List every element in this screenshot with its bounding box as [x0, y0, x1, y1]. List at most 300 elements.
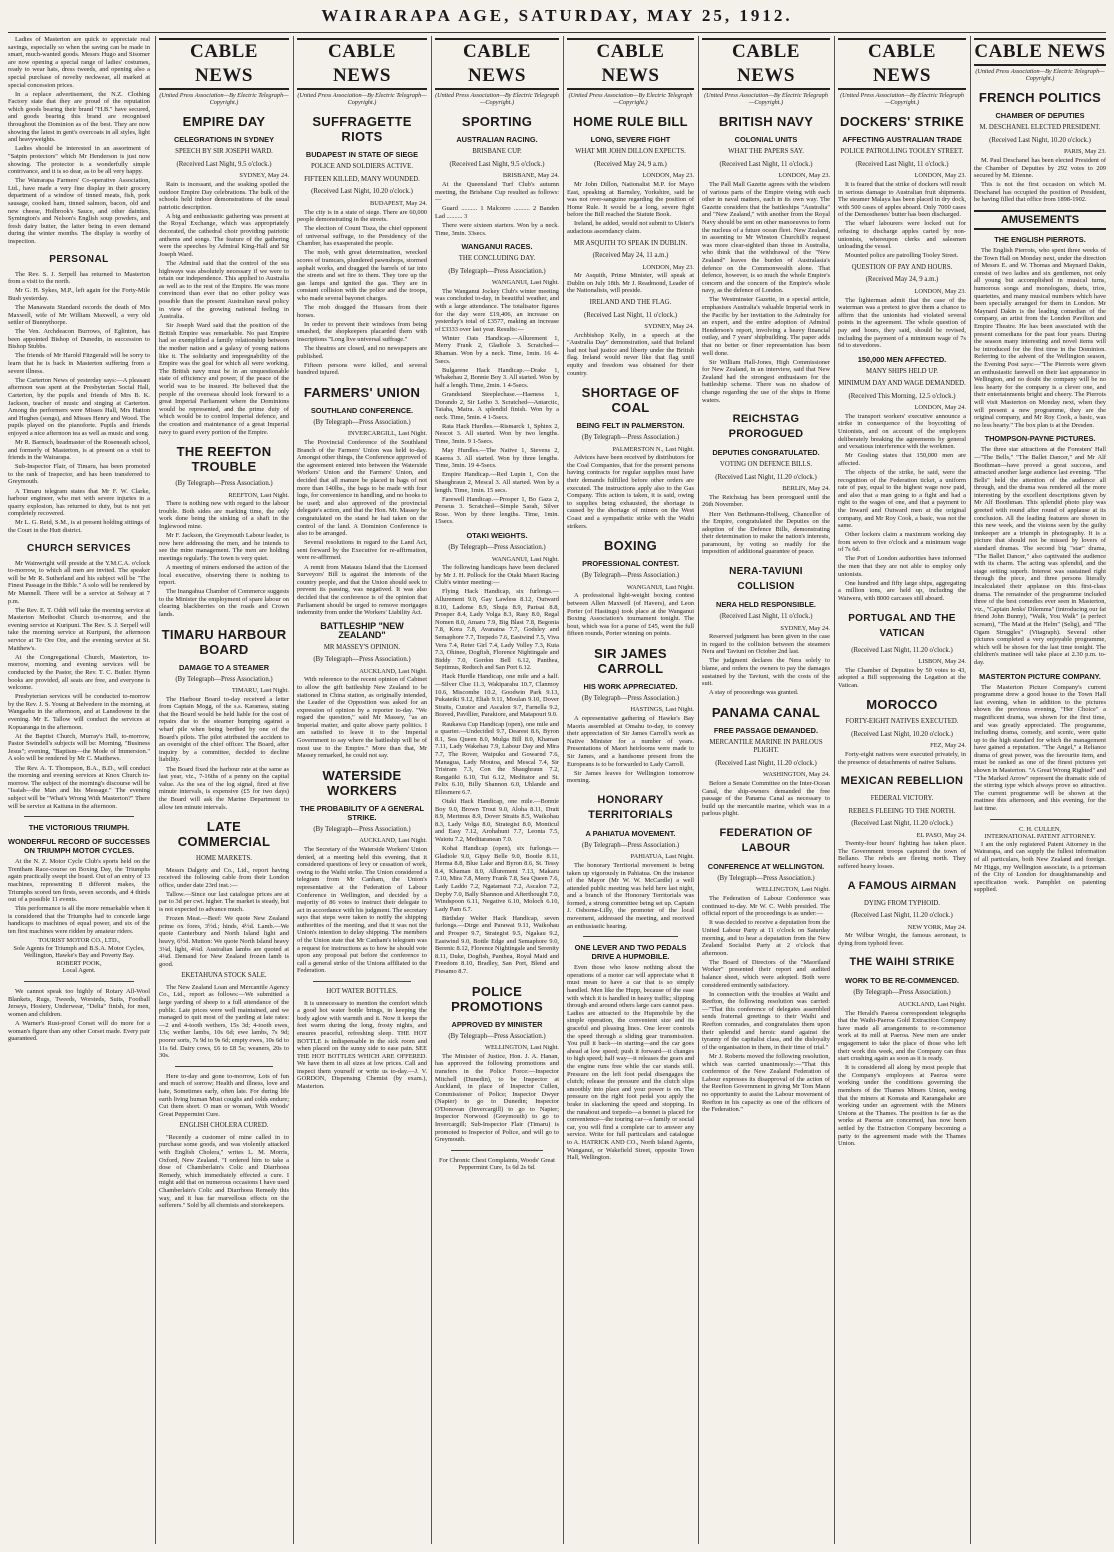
press-association-credit: (United Press Association—By Electric Telegraph—Copyright.) — [435, 92, 559, 107]
received-line: (Received Last Night, 11.20 o'clock.) — [851, 646, 953, 654]
pierrots-heading: THE ENGLISH PIERROTS. — [994, 235, 1086, 245]
asquith-heading: MR ASQUITH TO SPEAK IN DUBLIN. — [573, 239, 688, 247]
personal-heading: PERSONAL — [49, 253, 109, 265]
commercial-headline: LATE COMMERCIAL — [177, 819, 271, 850]
vatican-headline: PORTUGAL AND THE VATICAN — [848, 612, 956, 639]
dateline: LONDON, May 24. — [914, 404, 966, 412]
reichstag-body — [702, 494, 830, 556]
paragraph: Mounted police are patrolling Tooley Street. — [845, 252, 959, 260]
farmers-body — [297, 439, 427, 617]
cable-news-header: CABLE NEWS — [838, 38, 966, 90]
cable-news-header: CABLE NEWS — [567, 38, 694, 90]
mexican-subheading: FEDERAL VICTORY. — [870, 795, 934, 803]
paragraph: The Herald's Paeroa correspondent telegraphs that the Waihi-Paeroa Gold Extraction Company have made all arrangements to re-commence work at its mill at Paeroa. New men are under engagement to take the place of those who left their work this week, and the Company can thus start crushing again as soon as it is ready. — [838, 1009, 966, 1063]
paragraph: Ireland, he added, would not submit to Ulster's audacious ascendancy claim. — [567, 220, 694, 236]
dateline: BUDAPEST, May 24. — [369, 199, 427, 207]
paragraph: The city is in a state of siege. There are 60,000 people demonstrating in the streets. — [297, 208, 427, 224]
navy-body — [702, 181, 830, 404]
paragraph: The election of Count Tisza, the chief opponent of universal suffrage, to the Presidency of the Chamber, has exasperated the people. — [297, 225, 427, 248]
carroll-subheading: HIS WORK APPRECIATED. — [583, 681, 678, 691]
paragraph: The friends of Mr Harold Fitzgerald will be sorry to learn that he is back in Masterton suffering from a severe illness. — [8, 352, 150, 375]
column-home-rule — [567, 36, 694, 1544]
telegraph-credit: (By Telegraph—Press Association.) — [581, 434, 680, 442]
cholera-body — [159, 1134, 289, 1210]
wanganui-body — [435, 288, 559, 526]
paragraph: The Carterton News of yesterday says:—A pleasant afternoon was spent at the Presbyterian Social Hall, Carterton, by the pupils and friends of Mrs B. K. Jackson, teacher of music and singing at Carterton. Among the performers were Misses Hall, Mrs Hatton and Hughes (songs), and Misses Henry and Wood. The pupils played on the pianoforte. Pupils and friends enjoyed a nice afternoon tea as well as music and song. — [8, 376, 150, 437]
navy-headline: BRITISH NAVY — [718, 114, 814, 130]
coal-body — [567, 454, 694, 530]
triumph-items — [8, 858, 150, 935]
paragraph: The judgment declares the Nera solely to blame, and orders the owners to pay the damages sustained by the Taviuni, with the costs of the suit. — [702, 657, 830, 688]
commercial-body — [159, 867, 289, 969]
paragraph: A big and enthusiastic gathering was present at the Royal Exchange, which was appropriately decorated, the cathedral choir providing patriotic anthems and songs. The feature of the gathering were the speeches by Admiral King-Hall and Sir Joseph Ward. — [159, 212, 289, 258]
advert-line: Local Agent. — [62, 967, 96, 975]
received-line: (Received Last Night, 11 o'clock.) — [719, 160, 813, 168]
paragraph: Raukawa Cup Handicap (open), one mile and a quarter.—Undecided 9.7, Dearest 8.6, Byron 8.1, Sea Queen 8.0, Mulga Bill 8.0, Khaman 7.11, Lady Wakehau 7.9, Labour Day and Mira 7.7, The Rover, Waipuku and Gowarnd 7.6, Managua, Lady Moutoa, and Mescal 7.4, Sir Tristram 7.3, Con the Shaughraun 7.2, Rangatiki 6.10, Tui 6.12, Meditator and St. Felix 6.10, Billy Shannon 6.0, Uhlande and Ellesmere 6.7. — [435, 720, 559, 796]
paragraph: The Masterton Picture Company's current programme drew a good house to the Town Hall last evening, when in addition to the pictures shown the previous evening, "Her Choice" a magnificent drama, was shown for the first time, and was greatly appreciated. The programme, including drama, comedy, and scenic, were quite up to the high standard for which the management have gained a reputation. "The Angel," a Reliance drama of great power, was the favourite item, and must be ranked as one of the finest pictures yet shown in Masterton. "A Great Wrong Righted" and "The Marked Arrow" represent the dramatic side of the stirring type which always prove so attractive. The current programme will be shown at the matinee this afternoon, and this evening, for the last time. — [974, 683, 1106, 813]
dateline: LONDON, May 23. — [642, 263, 694, 271]
received-line: (Received Last Night, 11 o'clock.) — [583, 311, 678, 319]
paragraph: Mr Gosling states that 150,000 men are affected. — [838, 452, 966, 467]
timaru-headline: TIMARU HARBOUR BOARD — [161, 626, 287, 657]
paragraph: May Hurdles.—The Native 1, Stevens 2, Kaerea 3. All started. Won by three lengths. Time, 3min. 19 4-5secs. — [435, 447, 559, 470]
paragraph: The Admiral said that the control of the sea highways was absolutely necessary if we were to retain our independence. This applied to Australia as well as to the rest of the Empire. He was more convinced than ever that no other policy was possible than the present Australian naval policy in view of the growing national feeling in Australia. — [159, 259, 289, 321]
paragraph: Mr Wilbur Wright, the famous aeronaut, is dying from typhoid fever. — [838, 932, 966, 947]
flag-body — [567, 332, 694, 378]
paragraph: Kohai Handicap (open), six furlongs.—Gladiole 9.0, Gipsy Belle 9.0, Bootle 8.11, Herma 8.8, Blue Lake and Byron 8.6, St. Tessy 8.4, Khaman 8.0, Allurement 7.13, Makaru 7.10, Mira 7.8, Merry Frank 7.8, Sea Queen 7.6, Lady Laddo 7.2, Ngatamaui 7.2, Ascalon 7.2, Depby 7.0, Bally Shannon and Afterthought 7.0, Windspoon 6.11, Negative 6.10, Moloch 6.10, Lady Pam 6.7. — [435, 845, 559, 913]
dateline: AUCKLAND, Last Night. — [898, 1000, 966, 1008]
paragraph: The Manawatu Standard records the death of Mrs Maxwell, wife of Mr William Maxwell, a very old settler of Bunnythorpe. — [8, 303, 150, 327]
territorials-body — [567, 862, 694, 930]
press-association-credit: (United Press Association—By Electric Telegraph—Copyright.) — [159, 92, 289, 107]
waterside-body — [297, 846, 427, 975]
mexican-subheading-2: REBELS FLEEING TO THE NORTH. — [848, 807, 956, 815]
dateline: HASTINGS, Last Night. — [630, 706, 694, 714]
paragraph: At the Baptist Church, Murray's Hall, to-morrow, Pastor Swindell's subjects will be: Morning, "Business Jesus"; evening, "Baptism—the Mode of Immersion." A solo will be rendered by Mr C. Matthews. — [8, 732, 150, 763]
paragraph: One hundred and fifty large ships, aggregating a million tons, are held up, including the Waiwera, with 8000 carcases still aboard. — [838, 579, 966, 602]
corset-items — [8, 988, 150, 1043]
paragraph: A professional light-weight boxing contest between Allen Maxwell (of Havers), and Leon Porter (of Hastings) took place at the Wanganui Boxing Association's tournament tonight. The bout, which was for a purse of £45, went the full fifteen rounds, Porter winning on points. — [567, 592, 694, 638]
poem-advert — [159, 1073, 289, 1119]
paragraph: It is feared that the strike of dockers will result in serious damage to Australian fruit shipments. The steamer Malaya has been placed in dry dock, with 500 cases of apples aboard. Only 7000 cases of the Demosthenes' butter has been discharged. — [838, 181, 966, 219]
federation-headline: FEDERATION OF LABOUR — [719, 826, 813, 854]
paragraph: Ladies of Masterton are quick to appreciate real savings, especially so when the saving can be made in smart, much-wanted goods. Messrs Hugo and Sisomer are now opening a special range of ladies' costumes, ready to wear hats, dress tweeds, and opening also a special purchase of novelty neckwear, all marked at special concession prices. — [8, 36, 150, 89]
masterton-picture-heading: MASTERTON PICTURE COMPANY. — [979, 671, 1101, 681]
advert-line: TOURIST MOTOR CO., LTD., — [38, 937, 120, 945]
advert-line: ROBERT POOK, — [56, 959, 102, 967]
dateline: BERLIN, May 24. — [782, 485, 830, 493]
received-line: (Received Last Night, 11.20 o'clock.) — [715, 759, 817, 767]
mexican-body — [838, 840, 966, 870]
column-dockers-strike — [838, 36, 966, 1544]
received-line: (Received May 24, 9 a.m.) — [594, 160, 667, 168]
press-association-credit: (United Press Association—By Electric Telegraph—Copyright.) — [704, 92, 828, 107]
paragraph: Rata Hack Hurdles.—Rismarck 1, Sphinx 2, Nescot 3. All started. Won by two lengths. Time, 3min. 9 1-5secs. — [435, 422, 559, 446]
divider — [990, 819, 1090, 820]
paragraph: Mr G. H. Sykes, M.P., left again for the Forty-Mile Bush yesterday. — [8, 287, 150, 302]
paragraph: There is nothing new with regard to the labour trouble. Both sides are marking time, the only work done being the sinking of a shaft in the Inglewood mine. — [159, 500, 289, 530]
empire-subheading-2: SPEECH BY SIR JOSEPH WARD. — [175, 148, 273, 156]
divider — [175, 1066, 273, 1067]
paragraph: Sir William Hall-Jones, High Commissioner for New Zealand, in an interview, said that New Zealand had the strongest enthusiasm for the battleship scheme. There was no shadow of change regarding the use of the ships in Home waters. — [702, 358, 830, 404]
dockers-headline: DOCKERS' STRIKE — [840, 114, 964, 130]
paragraph: At the N. Z. Motor Cycle Club's sports held on the Trentham Race-course on Boxing Day, the Triumphs again practically swept the board. Out of an entry of 13 machines, representing 8 different makes, the Triumphs scored ten firsts, seven seconds, and 4 thirds out of a possible 11 events. — [8, 858, 150, 904]
divider — [24, 816, 134, 817]
column-suffragette — [297, 36, 427, 1544]
hotwater-body — [297, 1000, 427, 1091]
dateline: WELLINGTON, Last Night. — [484, 1044, 559, 1052]
paragraph: This is not the first occasion on which M. Deschanel has occupied the position of President, he having filled that office from 1898-1902. — [974, 181, 1106, 204]
column-rule — [155, 36, 156, 1544]
cable-news-header: CABLE NEWS — [159, 38, 289, 90]
home-rule-headline: HOME RULE BILL — [573, 114, 688, 130]
waihi-headline: THE WAIHI STRIKE — [849, 956, 955, 969]
paragraph: The Board of Directors of the "Maoriland Worker" presented their report and audited balance sheet, which were adopted. Both were considered eminently satisfactory. — [702, 958, 830, 989]
hotwater-heading: HOT WATER BOTTLES. — [326, 988, 398, 996]
triumph-advert — [8, 937, 150, 975]
dockers-body — [838, 181, 966, 260]
hupmobile-body — [567, 964, 694, 1161]
paragraph: Here to-day and gone to-morrow, Lots of fun and much of sorrow; Health and illness, love and hate, Sometimes early, often late. For during life earth living human Must coughs and colds endure; Cut them short. O man or woman, With Woods' Great Peppermint Cure. — [159, 1072, 289, 1118]
paragraph: The Wanganui Jockey Club's winter meeting was concluded to-day, in beautiful weather, and with a large attendance. The totalisator figures for the day were £19,406, an increase on yesterday's total of £3577, making an increase of £3333 over last year. Results:— — [435, 287, 559, 333]
paragraph: Grandstand Steeplechase.—Haeness 1, Dorando 2, Sir Letho 3. Scratched—Antarctic, Taiaha, Maira. A splendid finish. Won by a neck. Time, 5min. 4 1-5secs. — [435, 390, 559, 421]
paragraph: Mr Asquith, Prime Minister, will speak at Dublin on July 18th. Mr J. Readmond, Leader of the Nationalists, will preside. — [567, 272, 694, 295]
received-line: (Received Last Night, 11.20 o'clock.) — [851, 820, 953, 828]
paragraph: A remit from Mataura Island that the Licensed Surveyors' Bill is against the interests of the country people, and that the Union should seek to prevent its passing, was negatived. It was also decided that the conference is of the opinion that Parliament should be urged to remove mortgages indemnity from under the Workers' Liability Act. — [297, 563, 427, 617]
paragraph: The wharf labourers were locked out for refusing to discharge apples carted by non-unionists, whereupon clerks and salesmen unloading the vessel. — [838, 220, 966, 251]
dateline: NEW YORK, May 24. — [907, 923, 966, 931]
farmers-union-headline: FARMERS' UNION — [303, 384, 421, 400]
paragraph: In order to prevent their windows from being smashed, the shopkeepers placarded them with inscriptions "Long live universal suffrage." — [297, 320, 427, 343]
column-rule — [834, 36, 835, 1544]
triumph-heading: THE VICTORIOUS TRIUMPH. — [28, 823, 130, 833]
paragraph: Mr F. Jackson, the Greymouth Labour leader, is now here addressing the men, and he intends to see the mine management. The men are holding meetings regularly. The town is very quiet. — [159, 532, 289, 562]
panama-subheading: FREE PASSAGE DEMANDED. — [713, 725, 819, 735]
home-subheading: LONG, SEVERE FIGHT — [590, 135, 671, 145]
riots-body — [297, 209, 427, 377]
police-body — [435, 1053, 559, 1144]
paragraph: Twenty-four hours' fighting has taken place. The Government troops captured the town of Bellano. The rebels are fleeing north. They suffered heavy losses. — [838, 840, 966, 871]
paragraph: The Rev. A. T. Thompson, B.A., B.D., will conduct the morning and evening services at Knox Church to-morrow. The subject of the morning's discourse will be "Isaiah—the Man and his Message." The evening subject will be "What's Wrong With Masterton?" There will be service at Kaituna in the afternoon. — [8, 764, 150, 810]
french-body — [974, 157, 1106, 204]
received-line: (Received Last Night, 11 o'clock.) — [719, 613, 813, 621]
dateline: SYDNEY, May 24. — [644, 323, 694, 331]
paragraph: Hack Hurdle Handicap, one mile and a half.—Silver Clue 11.3, Wakiparahu 10.7, Clanmoy 10.6, Miscombe 10.2, Goodwin Park 9.13, Pukateiki 9.12, Eliah 9.11, Moulan 9.10, Dover Straits, Curator and Ascalon 9.7, Farnella 9.2, Braved, Pavillier, Parakiore, and Matapouri 9.0. — [435, 673, 559, 719]
riots-subheading-3: FIFTEEN KILLED, MANY WOUNDED. — [304, 175, 420, 183]
dateline: PAHIATUA, Last Night. — [630, 853, 694, 861]
police-headline: POLICE PROMOTIONS — [451, 983, 543, 1014]
paragraph: Sir James leaves for Wellington tomorrow morning. — [567, 769, 694, 785]
empire-subheading: CELEGRATIONS IN SYDNEY — [173, 135, 275, 145]
paragraph: At the Queensland Turf Club's autumn meeting, the Brisbane Cup resulted as follows:— — [435, 181, 559, 204]
dateline: AUCKLAND, Last Night. — [359, 837, 427, 845]
paragraph: Even those who know nothing about the operations of a motor car will appreciate what it must mean to have a car that is so simply handled. Men like the Hupp, because of the ease with which it is handled in heavy traffic; slipping through and around others large cars cannot pass. Ladies are attracted to the Hupmobile by the simple operation, the convenient size and its graceful and pleasing lines. One lever controls the speed through a sliding gear transmission. You pull it back—in starting—and the car goes ahead at low speed; push it forward—it changes to high speed; half way—it releases the gears and the engine runs free while the car stands still. Pressure on the left foot pedal disengages the clutch; release the pressure and the clutch slips smoothly into place and your power is on. The pressure on the right foot pedal you apply the brake in slackening the speed and stopping. In the runabout and torpedo—a bonnet is placed for convenience—the touring car—a family or social car, you will find a complete car to answer any service. Write for full particulars and catalogue to A. HATRICK AND CO., North Island Agents, Wanganui, or Wakefield Street, opposite Town Hall, Wellington. — [567, 964, 694, 1162]
paragraph: Before a Senate Committee on the Inter-Ocean Canal, the ship-owners demanded the free passage of the Panama Canal as necessary to build up the mercantile marine, which was in a parlous plight. — [702, 780, 830, 818]
reichstag-subheading: DEPUTIES CONGRATULATED. — [712, 448, 820, 458]
telegraph-credit: (By Telegraph—Press Association.) — [175, 675, 273, 683]
battleship-body — [297, 676, 427, 760]
morocco-body — [838, 751, 966, 766]
paragraph: "Recently a customer of mine called in to purchase some goods, and was violently attacked with English Cholera," writes L. M. Morris, Oxford, New Zealand. "I ordered him to take a dose of Chamberlain's Colic and Diarrhoea Remedy, which immediately effected a cure. I might add that on numerous occasions I have used Chamberlain's Colic and Diarrhoea Remedy this way, and it has far marvellous effects on the sufferers." Sold by all chemists and storekeepers. — [159, 1133, 289, 1210]
pierrots-body — [974, 247, 1106, 429]
reefton-body — [159, 500, 289, 618]
paragraph: A Warner's Rust-proof Corset will do more for a woman's figure than any other Corset made. Every pair guaranteed. — [8, 1019, 150, 1043]
received-line: (Received Last Night, 9.5 o'clock.) — [449, 160, 545, 168]
telegraph-credit: (By Telegraph—Press Association.) — [448, 267, 546, 275]
paragraph: The honorary Territorial movement is being taken up vigorously in Pahiatua. On the instance of the Mayor (Mr W. W. McCardle) a well attended public meeting was held here last night, and a branch of the Honorary Territorials was formed, a strong committee being set up. Captain J. Osborne-Lilly, the promoter of the local movement, addressed the meeting, and received an enthusiastic hearing. — [567, 861, 694, 930]
paragraph: It was decided to receive a deputation from the United Labour Party at 11 o'clock on Saturday morning, and to hear a deputation from the New Zealand Socialist Party at 2 o'clock that afternoon. — [702, 919, 830, 957]
home-body — [567, 181, 694, 236]
paragraph: We cannot speak too highly of Rotary All-Wool Blankets, Rugs, Tweeds, Worsteds, Suits, Football Jerseys, Hosiery, Underwear, "Delta" finish, for men, women and children. — [8, 988, 150, 1018]
ships-held-heading: MANY SHIPS HELD UP. — [866, 367, 938, 375]
paragraph: The Westminster Gazette, in a special article, emphasises Australia's valuable Imperial work in the Pacific by her invitation to the Admiralty for an expert, and the entire adoption of Admiral Henderson's report, involving a heavy financial outlay, and 7 years' shipbuilding. The paper adds that no better or finer representation has been well done. — [702, 296, 830, 357]
telegraph-credit: (By Telegraph—Press Association.) — [581, 841, 680, 849]
paragraph: With reference to the recent opinion of Cabinet to allow the gift battleship New Zealand to be stationed in China station, as originally intended, the Leader of the Opposition was asked for an expression of opinion by a reporter to-day. "We regard the question," said Mr Massey, "as an Imperial matter, and quite above party politics. I am satisfied to leave it to the Imperial Government to say where the battleship will be of most use to the Empire." More than that, Mr Massey remarked, he could not say. — [297, 676, 427, 760]
dateline: WANGANUI, Last Night. — [491, 555, 559, 563]
sporting-headline: SPORTING — [461, 114, 533, 130]
paragraph: The Harbour Board to-day received a letter from Captain Mogg, of the s.s. Karamea, stating that the Board would be held liable for the cost of repairs due to the steamer bumping against a wharf pile when being berthed by one of the Board's pilots. The pilot attributed the accident to an oversight of the chief officer. The Board, after inquiry by a committee, decided to decline liability. — [159, 695, 289, 764]
flag-heading: IRELAND AND THE FLAG. — [589, 299, 672, 307]
empire-day-headline: EMPIRE DAY — [182, 114, 266, 130]
paragraph: The Minister of Justice, Hon. J. A. Hanan, has approved the following promotions and transfers in the Police Force:—Inspector Mitchell (Dunedin), to be Inspector at Auckland, in place of Inspector Cullen, Commissioner of Police; Inspector Dwyer (Napier) to go to Dunedin; Inspector O'Donovan (Invercargill) to go to Napier; Inspector Norwood (Greymouth) to go to Invercargill; Sub-Inspector Flair (Timaru) is promoted to Inspector of Police, and will go to Greymouth. — [435, 1052, 559, 1144]
paragraph: At the Congregational Church, Masterton, to-morrow, morning and evening services will be conducted by the Pastor, the Rev. T. C. Butler. Hymn books are provided, all seats are free, and everyone is welcome. — [8, 653, 150, 692]
chronic-advert: For Chronic Chest Complaints, Woods' Great Peppermint Cure, 1s 6d 2s 6d. — [439, 1156, 555, 1172]
paragraph: Sir Joseph Ward said that the position of the British Empire was remarkable. No past Empire had so exemplified a family relationship between the mother nation and a galaxy of young nations like it. The solidarity and impregnability of the Empire was the goal for which all were working. The British navy must be in an unquestionable state of efficiency and power, if the peace of the world was to be insured. He believed that the people of the overseas should look forward to a great Imperial Parliament where the Dominions would be represented, and the prime duty of which would be to control Imperial defence, and the creation and maintenance of a great Imperial navy to guard every portion of the Empire. — [159, 322, 289, 436]
church-heading: CHURCH SERVICES — [27, 542, 131, 554]
dateline: PALMERSTON N., Last Night. — [612, 445, 694, 453]
dateline: WANGANUI, Last Night. — [491, 279, 559, 287]
men-affected-body — [838, 413, 966, 603]
panama-headline: PANAMA CANAL — [711, 704, 821, 720]
dateline: LONDON, May 23. — [778, 172, 830, 180]
french-subheading-2: M. DESCHANEL ELECTED PRESIDENT. — [979, 124, 1101, 132]
dateline: LISBON, May 24. — [918, 658, 966, 666]
paragraph: The New Zealand Loan and Mercantile Agency Co., Ltd., report as follows:—We submitted a large yarding of sheep to a full attendance of the public. Late prices were well maintained, and we managed to quit most of the yarding at late rates:—2 and 4-tooth wethers, 15s 3d; 4-tooth ewes, 13s; wether lambs, 10s 6d; ewe lambs, 7s 9d; poorer sorts, 7s 9d to 9s 6d; empty ewes, 10s 6d to 11s 6d. Dairy cows, £6 to £8 5s; weaners, 20s to 30s. — [159, 983, 289, 1060]
paragraph: Rain is incessant, and the soaking spoiled the outdoor Empire Day celebrations. The bulk of the schools held indoor demonstrations of the usual patriotic description. — [159, 181, 289, 211]
masthead-rule — [8, 32, 1106, 33]
received-line: (Received Last Night, 10.20 o'clock.) — [311, 188, 413, 196]
vatican-body — [838, 667, 966, 690]
riots-subheading-2: POLICE AND SOLDIERS ACTIVE. — [311, 163, 413, 171]
paragraph: Frozen Meat.—Beef: We quote New Zealand prime ox fores, 3½d.; hinds, 4½d. Lamb.—We quote Canterbury and North Island light and heavy, 6½d. Mutton: We quote North Island heavy 3¼d, light, 4¼d. Australian lambs are quoted at 4¼d. Demand for New Zealand frozen lamb is good. — [159, 915, 289, 968]
paragraph: This performance is all the more remarkable when it is considered that the Triumphs had to concede large handicaps to machines of equal power, and six of the ten first machines were ridden by amateur riders. — [8, 905, 150, 935]
sport-subheading: AUSTRALIAN RACING. — [456, 135, 538, 145]
paragraph: There were sixteen starters. Won by a neck. Time, 3min. 33secs. — [435, 221, 559, 237]
divider — [451, 1150, 543, 1151]
advert-line: Sole Agents for Triumph and B.S.A. Motor Cycles, Wellington, Hawke's Bay and Poverty Bay. — [13, 944, 145, 960]
paragraph: Messrs Dalgety and Co., Ltd., report having received the following cable from their London office, under date 23rd inst.:— — [159, 866, 289, 889]
paragraph: The mob dragged the Hussars from their horses. — [297, 304, 427, 319]
otaki-body — [435, 564, 559, 975]
paragraph: The three star attractions at the Foresters' Hall—"The Bells," "The Ballet Dancer," and Mr Alf Boothman—have proved a great success, and attracted another large audience last evening. "The Bells" held the attention of the audience all through, and the drama was rendered all the more interesting by the excellent descriptions given by Mr Alf Boothman. This splendid photo play was greeted with round after round of applause at its conclusion. All the leading features are shown in this new week, and the visions seen by the guilty innkeeper are a triumph in photography. It is a picture that should not be missed by lovers of standard dramas. The second big "star" drama, "The Ballet Dancer," also captivated the audience with its charm. The acting was splendid, and the stage setting superb. Interest was sustained right through the piece, and three persons literally incalculated their applause on this first-class drama. The remainder of the programme included three of the best comedies ever seen in Masterton, viz., "Captain Jenks' Dilemma" (introducing our fat friend John Bunny), "Walk, You Walk" (a perfect scream), "The Maid at the Helm" (Selig), and "The Ogam Struggles" (Vitagraph). Several other pictures completed a very enjoyable programme, which will be shown for the last time tonight. The children's matinee will take place at 2.30 p.m. to-day. — [974, 446, 1106, 666]
paragraph: The Reichstag has been prorogued until the 26th November. — [702, 493, 830, 509]
battleship-subheading: MR MASSEY'S OPINION. — [323, 643, 401, 651]
paragraph: The English Pierrots, who spent three weeks of the Town Hall on Monday next, under the direction of Messrs E. and W. Thomas and Maynard Dakin, consist of two ladies and six gentlemen, not only all young but accomplished in musical turns, humorous songs and monologues, duets, trios, quartettes, and many musical numbers which have been specially arranged for them in London. Mr Maynard Dakin is the leading comedian of the company, an artist from the London Pavilion and Empire Theatre. He has been associated with the present comedians for the past four years. During the season many interesting and novel items will be introduced for the first time in the Dominion. Referring to the advent of the Wellington season, the Evening Post says:—"The Pierrots were given an enthusiastic farewell on their last appearance in Wellington, and no doubt the company will be no less hearty for the company is a clever one, and their entertainments bright and cheery. The Pierrots will visit Masterton on Monday next, when they will present a new programme, they are the original company, and Mr Roy Cook, a basic, was no less hearty." The box plan is at the Dresden. — [974, 247, 1106, 429]
battleship-headline: BATTLESHIP "NEW ZEALAND" — [320, 620, 404, 640]
column-rule — [293, 36, 294, 1544]
local-intro — [8, 36, 150, 246]
amusements-header: AMUSEMENTS — [974, 210, 1106, 230]
column-sporting — [435, 36, 559, 1544]
paragraph: The Rev. S. J. Serpell has returned to Masterton from a visit to the north. — [8, 270, 150, 286]
column-rule — [431, 36, 432, 1544]
column-british-navy — [702, 36, 830, 1544]
pay-heading: QUESTION OF PAY AND HOURS. — [851, 263, 953, 271]
thompson-payne-body — [974, 446, 1106, 666]
dateline: INVERCARGILL, Last Night. — [347, 430, 427, 438]
received-line: (Received Last Night, 10.20 o'clock.) — [851, 730, 953, 738]
dateline: PARIS, May 23. — [1063, 148, 1106, 156]
paragraph: A stay of proceedings was granted. — [709, 689, 799, 697]
navy-subheading: COLONIAL UNITS — [734, 135, 798, 145]
reichstag-headline: REICHSTAG PROROGUED — [728, 413, 804, 441]
paragraph: Archbishop Kelly, in a speech at the "Australia Day" demonstration, said that Ireland had not had justice and liberty under the British flag. Ireland would never like that flag until equity and freedom was obtained for their country. — [567, 331, 694, 377]
paragraph: In a replace advertisement, the N.Z. Clothing Factory state that they are proud of the reputation which goods bearing their brand "H.B." have secured, and goods bearing this brand are recognised throughout the Dominion as of the best. They are now showing the latest in gent's overcoats in all styles, light and heavyweights. — [8, 90, 150, 144]
telegraph-credit: (By Telegraph—Press Association.) — [448, 1032, 546, 1040]
dateline: LONDON, May 23. — [642, 172, 694, 180]
mexican-headline: MEXICAN REBELLION — [840, 775, 964, 788]
dateline: BRISBANE, May 24. — [502, 172, 559, 180]
telegraph-credit: (By Telegraph—Press Association.) — [313, 656, 411, 664]
paragraph: I am the only registered Patent Attorney in the Wairarapa, and can supply the fullest information of all particulars, both New Zealand and foreign. Mr Higgs, my Wellington associate, is a prizeman of the City of London for draughtsmanship and specification work. Pamphlet on patenting supplied. — [974, 840, 1106, 894]
paragraph: Several resolutions in regard to the Land Act, sent forward by the Executive for re-affirmation, were re-affirmed. — [297, 539, 427, 562]
dateline: EL PASO, May 24. — [916, 831, 966, 839]
telegraph-credit: (By Telegraph—Press Association.) — [313, 418, 411, 426]
commercial-subheading: HOME MARKETS. — [196, 855, 252, 863]
masthead: WAIRARAPA AGE, SATURDAY, MAY 25, 1912. — [321, 6, 793, 25]
cullen-body — [974, 841, 1106, 894]
dateline: TIMARU, Last Night. — [231, 687, 289, 695]
airman-body — [838, 932, 966, 947]
boxing-body — [567, 592, 694, 638]
timaru-body — [159, 696, 289, 811]
paragraph: Otaki Hack Handicap, one mile.—Bonnie Boy 9.0, Brown Trout 9.0, Aloha 8.11, Dratt 8.9, Merimus 8.9, Dover Straits 8.5, Waikohau 8.3, Lady Volga 8.0, Strategist 8.0, Monticul and Easy 7.12, Arohahuni 7.7, Leonta 7.5, Waiotu 7.2, Meditaranean 7.0. — [435, 797, 559, 843]
personal-items — [8, 271, 150, 535]
received-line: (Received Last Night, 11.20 o'clock.) — [715, 473, 817, 481]
morocco-subheading: FORTY-EIGHT NATIVES EXECUTED. — [845, 718, 959, 726]
paragraph: The lighterman admit that the case of the waterman was a pretext to give them a chance to affirm that the unionists had violated several points in the agreement. The whole question of pay and hours, they said, should be revised, including the payment of a minimum wage of 7s 6d to stevedores. — [838, 296, 966, 350]
press-association-credit: (United Press Association—By Electric Telegraph—Copyright.) — [297, 92, 427, 107]
paragraph: Ladies should be interested in an assortment of "Satpin protectors" which Mr Henderson is just now showing. The protector is a wonderfully simple contrivance, and it is so dear, as to be all very happy. — [8, 145, 150, 176]
column-rule — [970, 36, 971, 1544]
collision-body — [702, 633, 830, 697]
reefton-headline: THE REEFTON TROUBLE — [176, 444, 272, 475]
dateline: SYDNEY, May 24. — [780, 624, 830, 632]
received-line: (Received May 24, 11 a.m.) — [592, 252, 669, 260]
dateline: AUCKLAND, Last Night. — [359, 667, 427, 675]
collision-headline: NERA-TAVIUNI COLLISION — [729, 566, 803, 593]
divider — [313, 981, 411, 982]
cable-news-header: CABLE NEWS — [974, 38, 1106, 66]
navy-subheading-2: WHAT THE PAPERS SAY. — [728, 148, 804, 156]
paragraph: The Ven. Archdeacon Burrows, of Eglinton, has been appointed Bishop of Dunedin, in succession to Bishop Stubbs. — [8, 328, 150, 351]
sport-body — [435, 181, 559, 237]
paragraph: Other lockers claim a maximum working day from seven to five o'clock and a minimum wage of 7s 6d. — [838, 531, 966, 554]
paragraph: Tallow.—Since our last catalogue prices are at par to 3d per cwt. higher. The market is steady, but is not expected to advance much. — [159, 890, 289, 914]
press-association-credit: (United Press Association—By Electric Telegraph—Copyright.) — [975, 68, 1105, 83]
paragraph: Mr J. Roberts moved the following resolution, which was carried unanimously:—"That this conference of the New Zealand Federation of Labour expresses its disapproval of the action of the Reefton Government in giving Mr Tom Mann no opportunity to assist the Labour movement of Reefton in his capacity as one of the officers of the Federation." — [702, 1052, 830, 1114]
telegraph-credit: (By Telegraph—Press Association.) — [448, 544, 546, 552]
timaru-subheading: DAMAGE TO A STEAMER — [178, 662, 270, 672]
waihi-subheading: WORK TO BE RE-COMMENCED. — [844, 976, 959, 986]
dateline: WASHINGTON, May 24. — [763, 771, 830, 779]
suffragette-headline: SUFFRAGETTE RIOTS — [312, 114, 412, 145]
minimum-wage-heading: MINIMUM DAY AND WAGE DEMANDED. — [838, 380, 966, 388]
territorials-headline: HONORARY TERRITORIALS — [588, 793, 673, 821]
dateline: LONDON, May 23. — [914, 172, 966, 180]
divider — [24, 981, 134, 982]
coal-subheading: BEING FELT IN PALMERSTON. — [576, 421, 685, 431]
column-rule — [563, 36, 564, 1544]
paragraph: Winter Oats Handicap.—Allurement 1, Merry Frank 2, Gladiole 3. Scratched—Rhaman. Won by a neck. Time, 1min. 16 4-5secs. — [435, 334, 559, 365]
paragraph: The Inangahua Chamber of Commerce suggests to the Minister the employment of spare labour on clearing blackberries on the roads and Crown lands. — [159, 588, 289, 618]
paragraph: A representative gathering of Hawke's Bay Maoris assembled at Omahu to-day, to convey their appreciation of Sir James Carroll's work as Native Minister for a number of years. Presentations of Maori heirlooms were made to Sir James, and a handsome present from the Europeans is to be forwarded to Lady Carroll. — [567, 714, 694, 768]
paragraph: The transport workers' executive announce a strike in consequence of the boycotting of Unionists, and on account of the employers deliberately breaking the agreements by general and vexatious interference with the workmen. — [838, 412, 966, 451]
paragraph: A Timaru telegram states that Mr F. W. Clarke, harbour engineer, who met with severe injuries in a quarry explosion, has returned to duty, but is not yet completely recovered. — [8, 487, 150, 518]
paragraph: The following handicaps have been declared by Mr J. H. Pollock for the Otaki Maori Racing Club's winter meeting:— — [435, 564, 559, 587]
masterton-picture-body — [974, 684, 1106, 813]
paragraph: The Chamber of Deputies by 50 votes to 43, adopted a Bill suppressing the Legation at the Vatican. — [838, 666, 966, 689]
paragraph: A meeting of miners endorsed the action of the local executive, observing there is nothing to report. — [159, 563, 289, 587]
asquith-body — [567, 272, 694, 295]
church-items — [8, 560, 150, 811]
paragraph: Farewell Handicap.—Prosper 1, Bo Gaza 2, Perseus 3. Scratched—Simple Sarah, Silver Rose. Won by three lengths. Time, 1min. 15secs. — [435, 495, 559, 526]
paragraph: Advices have been received by distributors for the Coal Companies, that for the present persons having contracts for regular supplies must have their demands fulfilled before other orders are executed. The instructions apply also to the Gas Company. This action is taken, it is said, owing to supplies being exhausted, the shortage is caused by the shortage of miners on the West Coast and a sympathetic strike with the Waihi strikers. — [567, 454, 694, 530]
farmers-subheading: SOUTHLAND CONFERENCE. — [310, 405, 414, 415]
telegraph-credit: (By Telegraph—Press Association.) — [853, 989, 951, 997]
wanganui-subheading: THE CONCLUDING DAY. — [458, 255, 536, 263]
paragraph: Sub-Inspector Flair, of Timaru, has been promoted to the rank of Inspector, and has been transferred to Greymouth. — [8, 463, 150, 486]
riots-subheading: BUDAPEST IN STATE OF SIEGE — [305, 150, 419, 160]
collision-subheading: NERA HELD RESPONSIBLE. — [716, 600, 816, 610]
coal-headline: SHORTAGE OF COAL — [581, 385, 680, 416]
received-line: (Received This Morning, 12.5 o'clock.) — [848, 392, 956, 400]
received-line: (Received Last Night, 11 o'clock.) — [855, 160, 949, 168]
waihi-body — [838, 1010, 966, 1148]
french-politics-headline: FRENCH POLITICS — [978, 90, 1102, 106]
dockers-subheading-2: POLICE PATROLLING TOOLEY STREET. — [840, 148, 964, 156]
paragraph: The objects of the strike, he said, were the recognition of the Federation ticket, a uniform rate of pay, equal to the highest wage now paid, and also that a man going to a fight and had a right to the wages of one, and that a payment to the Inward and Outward men at the original company, and Mr Roy Cook, a basic, was not the same. — [838, 468, 966, 530]
paragraph: Mr Wainwright will preside at the Y.M.C.A. o'clock to-morrow, to which all men are invited. The speaker will be Mr R. Sutherland and his subject will be "The Finest Passage in the Bible." A solo will be rendered by Mr Mannell. There will be a service at Solway at 7 p.m. — [8, 559, 150, 605]
paragraph: The Wairarapa Farmers' Co-operative Association, Ltd., have made a very fine display in their grocery department of a window of tinned meats, fish, pork sausage, cooked ham, tinned salmon, bacon, old and new cheese, Holbrook's Sauce, and other dainties, Symington's and Nelson's English soup powders, and fresh dairy butter, the latter being in even demand during the winter months. The display is worthy of inspection. — [8, 177, 150, 245]
panama-subheading-2: MERCANTILE MARINE IN PARLOUS PLIGHT. — [709, 738, 823, 755]
paragraph: Mr L. G. Reid, S.M., is at present holding sittings of the Court in the Hutt district. — [8, 519, 150, 535]
paragraph: Flying Hack Handicap, six furlongs.—Allurement 9.0, Gay Lawless 8.12, Outward 8.10, Ladome 8.9, Shuja 8.9, Parisai 8.8, Prosper 8.4, Lady Volga 8.3, Rasy 8.0, Regal Nomen 8.0, Amaru 7.9, Big Blast 7.8, Begonia 7.8, Kora 7.8, Avanaina 7.7, Godsley and Semaphore 7.7, Torpedo 7.6, Eastwind 7.5, Viva Vera 7.4, Reter Girl 7.4, Lady Volley 7.3, Kuta 7.3, Ohinee, Dogfish, Florence Nightingale and Biddy 7.0, Gordon Bell 6.12, Panthea, Septimus, Redtech and San Port 6.12. — [435, 588, 559, 672]
sport-subheading-2: BRISBANE CUP. — [472, 148, 522, 156]
telegraph-credit: (By Telegraph—Press Association.) — [717, 874, 815, 882]
airman-headline: A FAMOUS AIRMAN — [847, 879, 957, 892]
column-local-news — [8, 36, 150, 1544]
paragraph: It is considered all along by most people that the Company's employees at Paeroa were working under the conditions governing the members of the Thames Miners Union, seeing that the miners at Komata and Karangahake are working under an agreement with the Miners Unions at the Thames. The position is far as the works at Paeroa are concerned, has now been settled by the Extraction Company becoming a party to the agreement made with the Thames Union. — [838, 1064, 966, 1148]
boxing-headline: BOXING — [603, 538, 658, 554]
paragraph: The Federation of Labour Conference was continued to-day. Mr W. C. Webb presided. The official report of the proceedings is as under:— — [702, 895, 830, 918]
paragraph: Fifteen persons were killed, and several hundred injured. — [297, 361, 427, 377]
cholera-heading: ENGLISH CHOLERA CURED. — [179, 1122, 269, 1130]
paragraph: Birthday Welter Hack Handicap, seven furlongs.—Dirge and Parawai 9.11, Waikohau and Prosper 9.7, Strategist 9.5, Ngakau 9.2, Eastwind 9.0, Bottle Edge and Semaphore 9.0, Berenic 8.12, Florence Nightingale and Serenity 8.11, Duke, Dogfish, Panthea, Royal Maid and Freedom 8.10, Bradley, San Port, Blend and Fiesamo 8.7. — [435, 914, 559, 976]
received-line: (Received Last Night, 11.20 o'clock.) — [851, 912, 953, 920]
telegraph-credit: (By Telegraph—Press Association.) — [581, 572, 680, 580]
column-french-politics — [974, 36, 1106, 1544]
telegraph-credit: (By Telegraph—Press Association.) — [175, 480, 273, 488]
divider — [583, 936, 678, 937]
received-line: (Received Last Night, 9.5 o'clock.) — [176, 160, 272, 168]
paragraph: The Pall Mall Gazette agrees with the wisdom of various parts of the Empire vieing with each other in naval matters, each in its own way. The Gazette considers that the battleships "Australia" and "New Zealand," with another from the Royal Navy should be sent on other manoeuvres to form the nucleus of a future ocean fleet. New Zealand, in assenting to Mr Winston Churchill's request was more clear-sighted than those in Australia, who think that the withdrawal of the "New Zealand" leaves the burden of Australasia's defence on the Commonwealth alone. That defence, however, is so much the whole Empire's concern and the concern of the Empire's whole navy, as the defence of London. — [702, 181, 830, 295]
hupmobile-heading: ONE LEVER AND TWO PEDALS DRIVE A HUPMOBILE. — [574, 943, 687, 962]
pay-body — [838, 297, 966, 350]
telegraph-credit: (By Telegraph—Press Association.) — [581, 694, 680, 702]
paragraph: Herr Von Bethmann-Hollweg, Chancellor of the Empire, congratulated the Deputies on the adoption of the Defence Bills, demonstrating their determination to make the nation's interests, paramount, by voting so readily for the imposition of additional guarantee of peace. — [702, 510, 830, 556]
empire-body — [159, 181, 289, 436]
